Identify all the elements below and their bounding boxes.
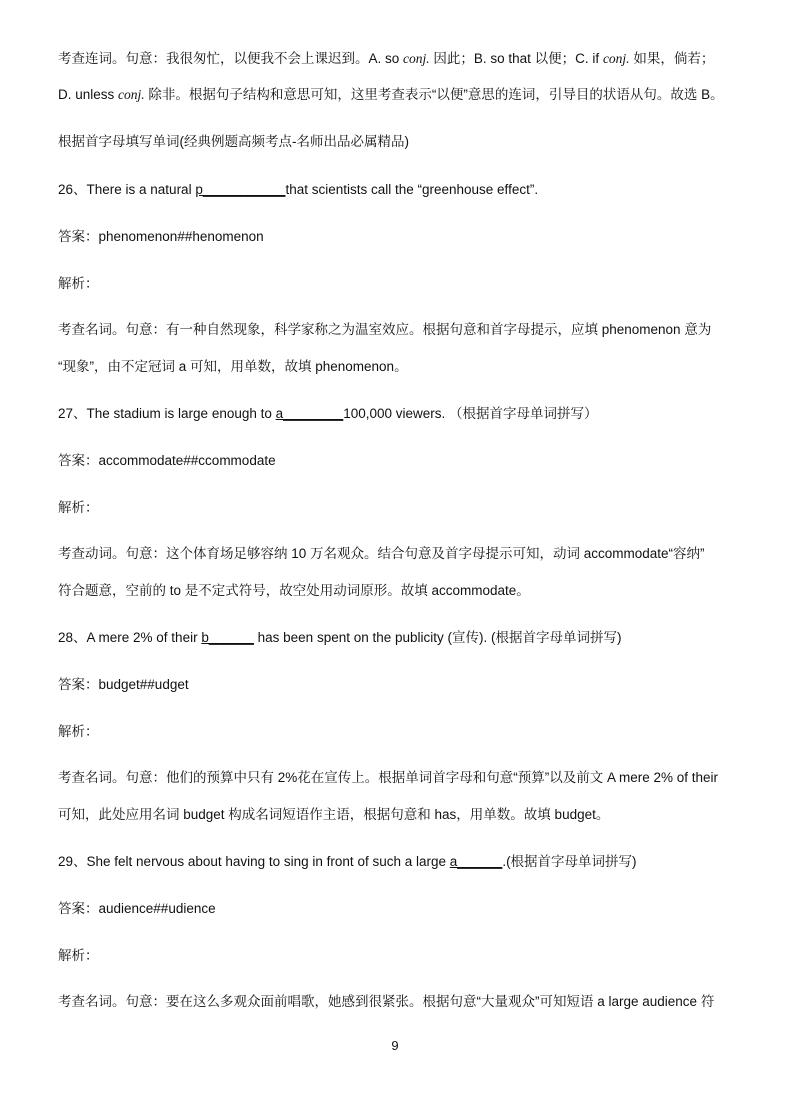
question-text: 28、A mere 2% of their [58,630,202,645]
text-run: 考查连词。句意：我很匆忙，以便我不会上课迟到。A. so [58,51,404,66]
analysis-label: 解析： [58,500,99,515]
explanation-line: 考查名词。句意：要在这么多观众面前唱歌，她感到很紧张。根据句意“大量观众”可知短语 a large audience 符 [58,994,715,1009]
text-run: 除非。根据句子结构和意思可知，这里考查表示“以便”意思的连词，引导目的状语从句。故选 B。 [144,87,724,102]
answer-line: 答案：accommodate##ccommodate [58,453,276,468]
answer-blank: p___________ [195,182,286,197]
answer-blank: a______ [449,854,503,869]
question-27 [58,405,750,423]
abbr-conj: conj. [602,51,630,66]
answer-blank: b______ [201,630,254,645]
question-text: 100,000 viewers. （根据首字母单词拼写） [343,406,598,421]
analysis-label: 解析： [58,948,99,963]
answer-line: 答案：budget##udget [58,677,189,692]
explanation-line: 可知，此处应用名词 budget 构成名词短语作主语，根据句意和 has，用单数。故填 budget。 [58,807,610,822]
abbr-conj: conj. [118,87,145,102]
text-run: 如果，倘若； [629,51,715,66]
question-29 [58,853,750,871]
explanation-line: “现象”，由不定冠词 a 可知，用单数，故填 phenomenon。 [58,359,408,374]
question-text: 26、There is a natural [58,182,196,197]
question-text: that scientists call the “greenhouse effect”. [285,182,539,197]
analysis-label: 解析： [58,276,99,291]
question-text: .(根据首字母单词拼写) [502,854,637,869]
answer-line: 答案：audience##udience [58,901,216,916]
answer-line: 答案：phenomenon##henomenon [58,229,264,244]
explanation-line: 符合题意，空前的 to 是不定式符号，故空处用动词原形。故填 accommodate。 [58,583,530,598]
question-26 [58,181,750,199]
explanation-line: 考查名词。句意：有一种自然现象，科学家称之为温室效应。根据句意和首字母提示，应填 phenomenon 意为 [58,322,712,337]
page-number: 9 [391,1038,399,1053]
text-run: D. unless [58,87,119,102]
explanation-line [58,86,750,104]
analysis-label: 解析： [58,724,99,739]
section-heading: 根据首字母填写单词(经典例题高频考点-名师出品必属精品) [58,134,409,149]
explanation-line: 考查动词。句意：这个体育场足够容纳 10 万名观众。结合句意及首字母提示可知，动词 accommodate“容纳” [58,546,705,561]
question-text: 27、The stadium is large enough to [58,406,276,421]
question-text: 29、She felt nervous about having to sing in front of such a large [58,854,450,869]
answer-blank: a________ [275,406,344,421]
question-text: has been spent on the publicity (宣传). (根据首字母单词拼写) [253,630,622,645]
question-28 [58,629,750,647]
explanation-line [58,50,750,68]
abbr-conj: conj. [403,51,430,66]
explanation-line: 考查名词。句意：他们的预算中只有 2%花在宣传上。根据单词首字母和句意“预算”以及前文 A mere 2% of their [58,770,719,785]
text-run: 因此；B. so that 以便；C. if [429,51,603,66]
